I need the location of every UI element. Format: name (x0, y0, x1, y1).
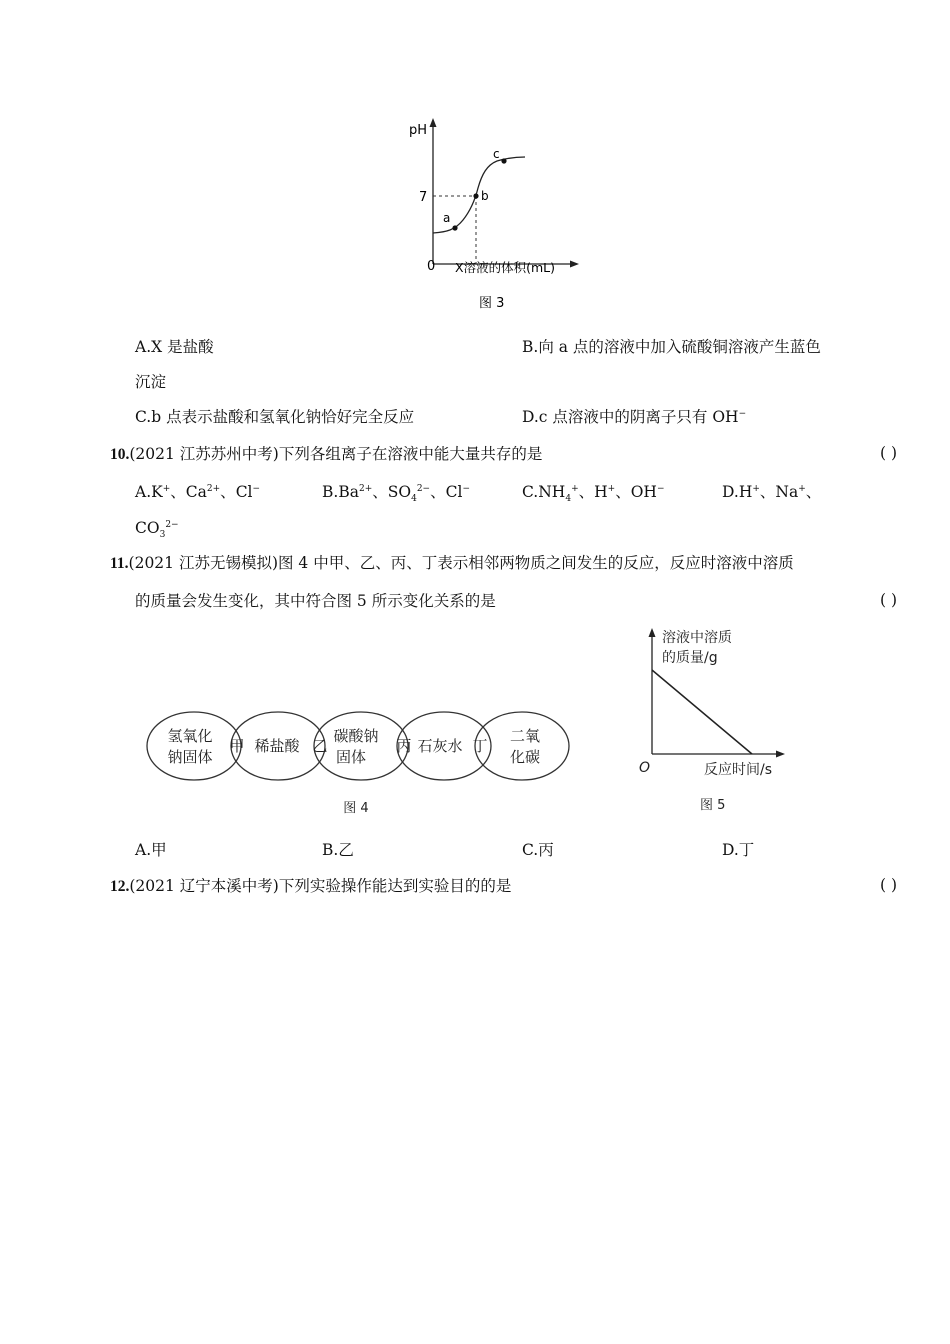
x-axis-arrow (570, 261, 579, 268)
ion-subscript: 3 (159, 530, 166, 541)
ion-charge: + (162, 483, 171, 494)
y-axis-arrow (649, 628, 656, 637)
ion: Ba (338, 483, 359, 501)
origin-label: 0 (427, 259, 436, 274)
figure-4-caption: 图 4 (343, 801, 369, 816)
y-axis-arrow (430, 118, 437, 127)
q11-option-d: D.丁 (722, 841, 755, 859)
q11-answer-paren: ( ) (880, 591, 898, 609)
figure-3 (395, 112, 595, 317)
q11-number: 11. (110, 555, 129, 572)
q12-stem-text: (2021 辽宁本溪中考)下列实验操作能达到实验目的的是 (129, 877, 512, 895)
q11-option-b: B.乙 (322, 841, 354, 859)
q12-number: 12. (110, 878, 130, 895)
ion-charge: 2− (416, 483, 431, 494)
q9-option-d-text: D.c 点溶液中的阴离子只有 OH (522, 408, 739, 426)
label-a: a (443, 211, 451, 225)
ion-charge: + (752, 483, 760, 494)
q10-option-b (322, 482, 470, 505)
separator: 、 (578, 483, 595, 501)
y-axis-label-line1: 溶液中溶质 (662, 630, 732, 646)
ion: Na (775, 483, 799, 501)
q9-option-a: A.X 是盐酸 (135, 338, 214, 356)
ion-charge: + (798, 483, 806, 494)
y-axis-label: pH (409, 123, 428, 138)
q9-option-b: B.向 a 点的溶液中加入硫酸铜溶液产生蓝色 (522, 338, 821, 356)
q10-number: 10. (110, 446, 130, 463)
ion-charge: + (607, 483, 616, 494)
ion-subscript: 4 (565, 494, 572, 505)
separator: 、 (220, 483, 236, 501)
figure-3-caption: 图 3 (479, 296, 505, 311)
origin-label: O (639, 760, 651, 776)
x-axis-arrow (776, 751, 785, 758)
separator: 、 (759, 483, 776, 501)
ion: NH (538, 483, 566, 501)
ion: Ca (185, 483, 207, 501)
q10-stem (110, 444, 542, 465)
ion: OH (630, 483, 657, 501)
substance-4: 石灰水 (417, 737, 463, 755)
reaction-ding: 丁 (472, 737, 488, 755)
ion-charge: − (656, 483, 665, 494)
substance-2: 稀盐酸 (254, 737, 300, 755)
q10-c-label: C. (522, 483, 539, 501)
ion: Cl (235, 483, 253, 501)
label-c: c (493, 147, 500, 161)
q11-option-a: A.甲 (135, 841, 167, 859)
q11-stem-text: (2021 江苏无锡模拟)图 4 中甲、乙、丙、丁表示相邻两物质之间发生的反应，反应时溶液中溶质 (128, 554, 794, 572)
q10-stem-text: (2021 江苏苏州中考)下列各组离子在溶液中能大量共存的是 (129, 445, 543, 463)
ion-charge: + (571, 483, 579, 494)
substance-3-line2: 固体 (335, 748, 367, 766)
point-c (501, 158, 506, 163)
reaction-yi: 乙 (312, 737, 328, 755)
ion-charge: 2+ (206, 483, 221, 494)
x-axis-label: 反应时间/s (704, 762, 773, 778)
q9-option-b-cont: 沉淀 (135, 373, 167, 391)
ion: SO (387, 483, 412, 501)
q10-b-label: B. (322, 483, 339, 501)
q10-option-c (522, 482, 665, 505)
separator: 、 (615, 483, 631, 501)
ion-subscript: 4 (411, 494, 417, 505)
y-axis-label-line2: 的质量/g (662, 650, 718, 666)
separator: 、 (430, 483, 446, 501)
q10-d-label: D. (722, 483, 739, 501)
separator: 、 (805, 483, 822, 501)
substance-3-line1: 碳酸钠 (333, 727, 379, 745)
q10-option-d-cont (135, 518, 179, 541)
figure-4 (140, 700, 580, 825)
q12-stem (110, 876, 511, 897)
ion: K (151, 483, 163, 501)
x-axis-label: X溶液的体积(mL) (455, 260, 555, 275)
substance-5-line2: 化碳 (509, 748, 541, 766)
separator: 、 (170, 483, 186, 501)
ellipse-naoh (147, 712, 241, 780)
separator: 、 (372, 483, 388, 501)
y-tick-7: 7 (419, 190, 428, 205)
q9-option-c: C.b 点表示盐酸和氢氧化钠恰好完全反应 (135, 408, 415, 426)
ion: H (738, 483, 753, 501)
ellipse-co2 (475, 712, 569, 780)
q10-a-label: A. (135, 483, 152, 501)
figure-5 (630, 618, 800, 818)
ion: CO (135, 519, 160, 537)
ion-charge: − (462, 483, 470, 494)
reaction-jia: 甲 (229, 737, 245, 755)
figure-5-caption: 图 5 (700, 798, 726, 813)
substance-1-line2: 钠固体 (167, 748, 213, 766)
q11-stem-line2: 的质量会发生变化，其中符合图 5 所示变化关系的是 (135, 592, 496, 610)
ion: Cl (445, 483, 463, 501)
q12-answer-paren: ( ) (880, 876, 898, 894)
q9-option-d-charge: − (738, 408, 747, 419)
reaction-bing: 丙 (396, 737, 412, 755)
q11-option-c: C.丙 (522, 841, 554, 859)
ellipse-na2co3 (314, 712, 408, 780)
mass-line (652, 670, 752, 754)
ion-charge: 2+ (358, 483, 373, 494)
ion: H (594, 483, 608, 501)
q10-answer-paren: ( ) (880, 444, 898, 462)
label-b: b (481, 189, 489, 203)
substance-1-line1: 氢氧化 (167, 727, 213, 745)
ion-charge: − (252, 483, 261, 494)
q10-option-a (135, 482, 260, 502)
substance-5-line1: 二氧 (509, 727, 541, 745)
ion-charge: 2− (165, 519, 179, 530)
q9-option-d (522, 407, 746, 427)
point-a (452, 225, 457, 230)
point-b (473, 193, 478, 198)
q10-option-d (722, 482, 821, 502)
q11-stem-line1 (110, 553, 794, 574)
